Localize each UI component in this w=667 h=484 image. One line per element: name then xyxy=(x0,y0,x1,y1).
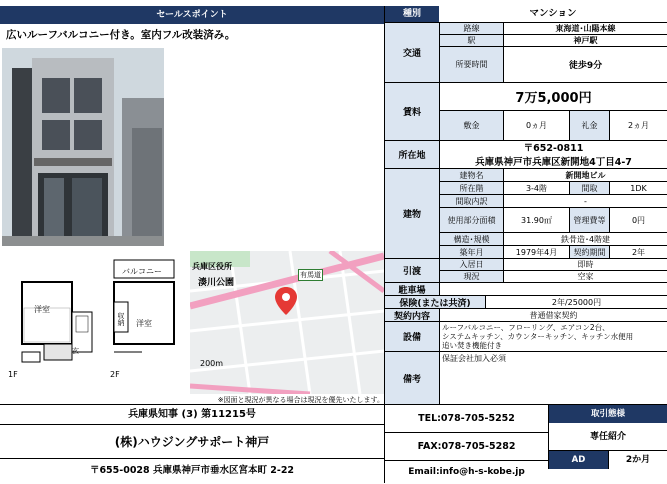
contract-period-value: 2年 xyxy=(609,245,667,258)
ad-value: 2か月 xyxy=(608,451,667,469)
station-label: 駅 xyxy=(439,34,503,46)
fee-value: 0円 xyxy=(609,207,667,232)
layout-detail-label: 間取内訳 xyxy=(439,194,503,207)
insurance-value: 2年/25000円 xyxy=(485,295,667,308)
time-value: 徒歩9分 xyxy=(503,46,667,82)
route-label: 路線 xyxy=(439,22,503,34)
address-label: 所在地 xyxy=(385,140,439,168)
contract-period-label: 契約期間 xyxy=(569,245,609,258)
building-photo xyxy=(2,48,164,246)
built-value: 1979年4月 xyxy=(503,245,569,258)
time-label: 所要時間 xyxy=(439,46,503,82)
fax-number: FAX:078-705-5282 xyxy=(384,433,548,461)
status-label: 現況 xyxy=(439,270,503,282)
delivery-label: 引渡 xyxy=(385,258,439,282)
sales-point-text: 広いルーフバルコニー付き。室内フル改装済み。 xyxy=(6,29,236,41)
address-value: 兵庫県神戸市兵庫区新開地4丁目4-7 xyxy=(439,153,667,168)
insurance-label: 保険(または共済) xyxy=(385,295,485,308)
footer xyxy=(0,404,667,484)
layout-value: 1DK xyxy=(609,181,667,194)
rent-value: 7万5,000円 xyxy=(439,82,667,110)
access-label: 交通 xyxy=(385,22,439,82)
equipment-line-2: システムキッチン、カウンターキッチン、キッチン水便用 xyxy=(442,332,634,341)
type-label: 種別 xyxy=(385,6,439,22)
floor-label: 所在階 xyxy=(439,181,503,194)
disclaimer-note: ※図面と現況が異なる場合は現況を優先いたします。 xyxy=(217,396,384,404)
deal-type-label: 取引態様 xyxy=(548,405,667,423)
equipment-line-1: ルーフバルコニー、フローリング、エアコン2台、 xyxy=(442,323,610,332)
equipment-line-3: 追い焚き機能付き xyxy=(442,341,502,350)
layout-label: 間取 xyxy=(569,181,609,194)
equipment-value xyxy=(439,321,667,351)
structure-value: 鉄骨造･4階建 xyxy=(503,232,667,245)
building-name-label: 建物名 xyxy=(439,168,503,181)
company-name: (株)ハウジングサポート神戸 xyxy=(0,425,384,459)
remarks-label: 備考 xyxy=(385,351,439,404)
property-table xyxy=(384,6,666,404)
key-money-value: 2ヵ月 xyxy=(609,110,667,140)
floor-label-1f: 1F xyxy=(8,370,18,379)
key-money-label: 礼金 xyxy=(569,110,609,140)
equipment-label: 設備 xyxy=(385,321,439,351)
remarks-value: 保証会社加入必須 xyxy=(439,351,667,404)
room-label-shuno: 収納 xyxy=(117,312,125,326)
phone-number: TEL:078-705-5252 xyxy=(384,405,548,433)
address-postal: 〒652-0811 xyxy=(439,140,667,153)
deal-type-value: 専任紹介 xyxy=(548,423,667,451)
email-address: Email:info@h-s-kobe.jp xyxy=(384,461,548,483)
move-in-label: 入居日 xyxy=(439,258,503,270)
parking-label: 駐車場 xyxy=(385,282,439,295)
room-label-genkan: 玄 xyxy=(72,347,79,355)
map-label-ward-office: 兵庫区役所 xyxy=(192,262,232,271)
deposit-label: 敷金 xyxy=(439,110,503,140)
deposit-value: 0ヵ月 xyxy=(503,110,569,140)
floor-label-2f: 2F xyxy=(110,370,120,379)
area-value: 31.90㎡ xyxy=(503,207,569,232)
building-name-value: 新開地ビル xyxy=(503,168,667,181)
sales-point-header: セールスポイント xyxy=(0,6,384,24)
room-label-2f-yoshitsu: 洋室 xyxy=(136,319,152,328)
map-label-park: 湊川公園 xyxy=(198,278,235,288)
ad-label: AD xyxy=(548,451,608,469)
layout-detail-value: - xyxy=(503,194,667,207)
building-label: 建物 xyxy=(385,168,439,258)
route-value: 東海道･山陽本線 xyxy=(503,22,667,34)
room-label-balcony: バルコニー xyxy=(122,267,162,276)
map-label-station: 有馬道 xyxy=(300,271,321,279)
floor-value: 3-4階 xyxy=(503,181,569,194)
location-map xyxy=(190,251,384,394)
built-label: 築年月 xyxy=(439,245,503,258)
map-scale: 200m xyxy=(200,359,224,368)
fee-label: 管理費等 xyxy=(569,207,609,232)
parking-value xyxy=(439,282,667,295)
contract-value: 普通借家契約 xyxy=(439,308,667,321)
status-value: 空家 xyxy=(503,270,667,282)
move-in-value: 即時 xyxy=(503,258,667,270)
contract-label: 契約内容 xyxy=(385,308,439,321)
room-label-1f-yoshitsu: 洋室 xyxy=(34,305,50,314)
station-value: 神戸駅 xyxy=(503,34,667,46)
company-address: 〒655-0028 兵庫県神戸市垂水区宮本町 2-22 xyxy=(89,465,295,476)
rent-label: 賃料 xyxy=(385,82,439,140)
license-number: 兵庫県知事 (3) 第11215号 xyxy=(0,405,384,425)
type-value: マンション xyxy=(529,8,577,19)
area-label: 使用部分面積 xyxy=(439,207,503,232)
floor-plan xyxy=(2,252,188,394)
structure-label: 構造･規模 xyxy=(439,232,503,245)
